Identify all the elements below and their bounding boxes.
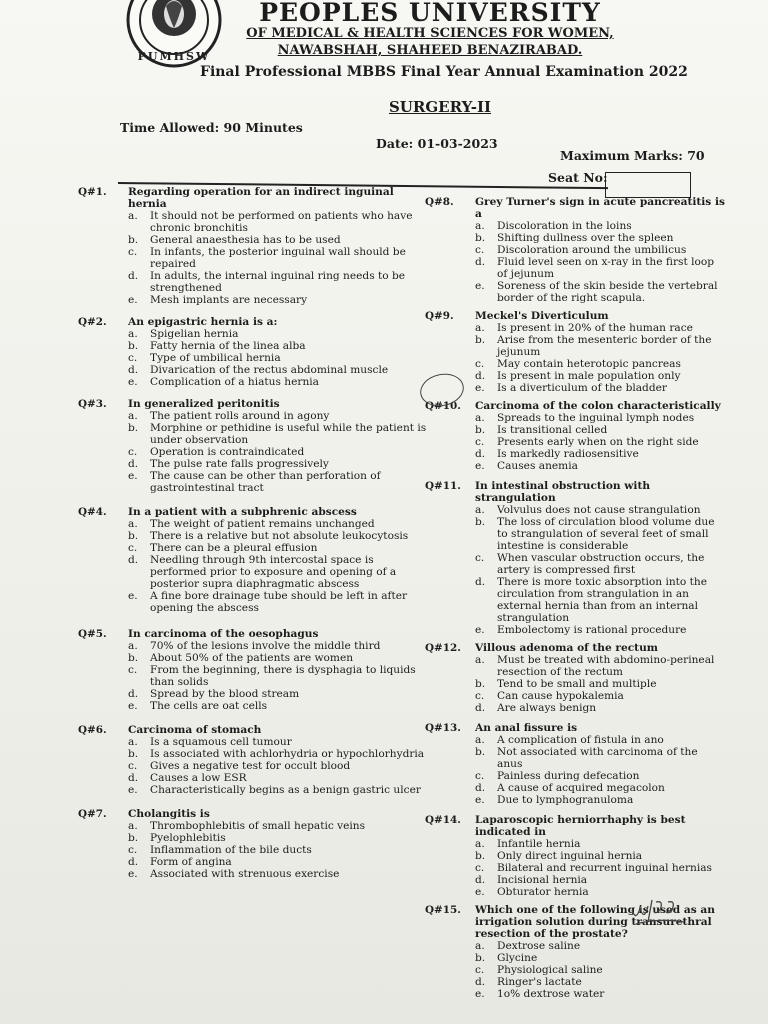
answer-option <box>475 988 725 1000</box>
answer-option <box>475 448 725 460</box>
option-text: Only direct inguinal hernia <box>497 850 643 862</box>
option-letter: d. <box>128 856 139 868</box>
question-number: Q#13. <box>425 722 461 734</box>
option-text: A cause of acquired megacolon <box>497 782 665 794</box>
exam-date: Date: 01-03-2023 <box>376 136 498 151</box>
option-text: Inflammation of the bile ducts <box>150 844 312 856</box>
option-letter: d. <box>475 874 486 886</box>
option-text: Glycine <box>497 952 538 964</box>
answer-option <box>128 652 428 664</box>
option-letter: b. <box>128 530 139 542</box>
answer-option <box>128 294 428 306</box>
answer-option <box>128 364 428 376</box>
option-text: Volvulus does not cause strangulation <box>497 504 701 516</box>
option-letter: b. <box>128 422 139 434</box>
option-letter: b. <box>475 678 486 690</box>
option-text: Causes a low ESR <box>150 772 247 784</box>
question-number: Q#15. <box>425 904 461 916</box>
option-letter: b. <box>128 832 139 844</box>
answer-option <box>475 976 725 988</box>
option-letter: e. <box>475 988 485 1000</box>
answer-option <box>475 382 725 394</box>
answer-option <box>128 832 428 844</box>
answer-option <box>475 516 725 552</box>
maximum-marks: Maximum Marks: 70 <box>560 148 705 163</box>
option-text: Must be treated with abdomino-perineal resection of the rectum <box>497 654 715 678</box>
answer-option <box>475 850 725 862</box>
option-letter: e. <box>128 590 138 602</box>
option-text: There can be a pleural effusion <box>150 542 318 554</box>
option-text: The weight of patient remains unchanged <box>150 518 375 530</box>
option-text: Embolectomy is rational procedure <box>497 624 687 636</box>
answer-option <box>128 340 428 352</box>
option-letter: e. <box>128 784 138 796</box>
answer-option <box>128 844 428 856</box>
question-text: Meckel's Diverticulum <box>475 310 609 322</box>
option-letter: c. <box>475 964 485 976</box>
question-text: Carcinoma of stomach <box>128 724 262 736</box>
university-title: PEOPLES UNIVERSITY <box>259 0 601 27</box>
option-text: Soreness of the skin beside the vertebral border of the right scapula. <box>497 280 718 304</box>
question-block <box>425 722 725 806</box>
exam-title: Final Professional MBBS Final Year Annual Examination 2022 <box>200 64 688 80</box>
paper-title: SURGERY-II <box>388 98 492 116</box>
option-letter: b. <box>128 340 139 352</box>
option-text: Is a squamous cell tumour <box>150 736 292 748</box>
question-number: Q#3. <box>78 398 107 410</box>
question-column-right <box>425 196 725 1000</box>
answer-option <box>475 322 725 334</box>
question-number: Q#11. <box>425 480 461 492</box>
option-text: About 50% of the patients are women <box>150 652 354 664</box>
option-text: Can cause hypokalemia <box>497 690 624 702</box>
option-text: Thrombophlebitis of small hepatic veins <box>150 820 366 832</box>
option-letter: a. <box>128 640 138 652</box>
option-letter: b. <box>475 850 486 862</box>
answer-option <box>475 964 725 976</box>
handwritten-signature <box>628 892 698 932</box>
question-number: Q#10. <box>425 400 461 412</box>
option-letter: d. <box>475 702 486 714</box>
question-block <box>425 310 725 394</box>
option-letter: b. <box>128 652 139 664</box>
option-text: Is present in 20% of the human race <box>497 322 693 334</box>
option-letter: b. <box>475 952 486 964</box>
option-text: Spigelian hernia <box>150 328 239 340</box>
option-letter: b. <box>128 234 139 246</box>
answer-option <box>128 664 428 688</box>
option-text: The patient rolls around in agony <box>150 410 330 422</box>
option-text: Are always benign <box>497 702 597 714</box>
question-number: Q#8. <box>425 196 454 208</box>
answer-option <box>128 422 428 446</box>
answer-option <box>128 270 428 294</box>
option-text: Physiological saline <box>497 964 603 976</box>
question-block <box>78 398 428 494</box>
option-text: In infants, the posterior inguinal wall should be repaired <box>150 246 406 270</box>
option-text: Operation is contraindicated <box>150 446 305 458</box>
answer-option <box>475 436 725 448</box>
option-letter: e. <box>475 382 485 394</box>
answer-option <box>475 952 725 964</box>
question-block <box>78 724 428 796</box>
option-letter: a. <box>475 504 485 516</box>
option-text: Divarication of the rectus abdominal muscle <box>150 364 389 376</box>
question-text: Villous adenoma of the rectum <box>475 642 658 654</box>
question-text: Regarding operation for an indirect inguinal hernia <box>128 186 394 210</box>
option-letter: c. <box>128 844 138 856</box>
question-block <box>78 628 428 712</box>
option-text: Causes anemia <box>497 460 578 472</box>
option-letter: d. <box>128 554 139 566</box>
option-letter: c. <box>475 690 485 702</box>
option-letter: c. <box>475 552 485 564</box>
answer-option <box>128 246 428 270</box>
question-number: Q#5. <box>78 628 107 640</box>
question-number: Q#1. <box>78 186 107 198</box>
answer-option <box>475 874 725 886</box>
option-text: Is transitional celled <box>497 424 608 436</box>
answer-option <box>128 410 428 422</box>
university-subtitle-2: NAWABSHAH, SHAHEED BENAZIRABAD. <box>277 43 583 58</box>
option-letter: d. <box>128 458 139 470</box>
option-text: Dextrose saline <box>497 940 581 952</box>
option-text: From the beginning, there is dysphagia to liquids than solids <box>150 664 416 688</box>
question-text: Laparoscopic herniorrhaphy is best indicated in <box>475 814 686 838</box>
answer-option <box>128 748 428 760</box>
answer-option <box>475 862 725 874</box>
question-text: Cholangitis is <box>128 808 210 820</box>
option-letter: c. <box>475 862 485 874</box>
option-letter: c. <box>475 770 485 782</box>
option-letter: d. <box>128 772 139 784</box>
option-text: Obturator hernia <box>497 886 589 898</box>
question-text: An epigastric hernia is a: <box>128 316 278 328</box>
answer-option <box>475 232 725 244</box>
question-text: In generalized peritonitis <box>128 398 280 410</box>
answer-option <box>475 654 725 678</box>
question-text: In carcinoma of the oesophagus <box>128 628 319 640</box>
option-letter: c. <box>475 244 485 256</box>
answer-option <box>475 734 725 746</box>
answer-option <box>475 552 725 576</box>
answer-option <box>128 210 428 234</box>
answer-option <box>128 760 428 772</box>
option-text: Spreads to the inguinal lymph nodes <box>497 412 695 424</box>
question-block <box>78 186 428 306</box>
option-letter: d. <box>475 256 486 268</box>
option-text: Spread by the blood stream <box>150 688 300 700</box>
answer-option <box>475 220 725 232</box>
answer-option <box>475 746 725 770</box>
option-text: Mesh implants are necessary <box>150 294 308 306</box>
option-letter: a. <box>128 736 138 748</box>
option-text: Characteristically begins as a benign gastric ulcer <box>150 784 421 796</box>
option-text: Discoloration in the loins <box>497 220 632 232</box>
answer-option <box>128 328 428 340</box>
answer-option <box>128 688 428 700</box>
option-letter: e. <box>475 460 485 472</box>
question-number: Q#14. <box>425 814 461 826</box>
option-text: Arise from the mesenteric border of the jejunum <box>497 334 712 358</box>
option-text: Tend to be small and multiple <box>497 678 657 690</box>
question-block <box>425 196 725 304</box>
option-letter: c. <box>128 446 138 458</box>
answer-option <box>128 736 428 748</box>
answer-option <box>128 856 428 868</box>
option-letter: c. <box>475 436 485 448</box>
question-block <box>78 316 428 388</box>
question-text: In intestinal obstruction with strangulation <box>475 480 651 504</box>
option-text: The cause can be other than perforation of gastrointestinal tract <box>150 470 381 494</box>
answer-option <box>128 530 428 542</box>
option-letter: c. <box>128 664 138 676</box>
option-text: It should not be performed on patients who have chronic bronchitis <box>150 210 413 234</box>
option-letter: b. <box>128 748 139 760</box>
option-letter: a. <box>128 820 138 832</box>
option-text: Ringer's lactate <box>497 976 582 988</box>
answer-option <box>475 678 725 690</box>
question-text: An anal fissure is <box>475 722 578 734</box>
option-letter: a. <box>475 322 485 334</box>
option-letter: e. <box>475 886 485 898</box>
option-text: There is more toxic absorption into the circulation from strangulation in an external hernia than from an internal strangulation <box>497 576 708 624</box>
answer-option <box>475 412 725 424</box>
option-text: When vascular obstruction occurs, the artery is compressed first <box>497 552 705 576</box>
option-letter: e. <box>128 376 138 388</box>
question-number: Q#7. <box>78 808 107 820</box>
question-number: Q#6. <box>78 724 107 736</box>
option-text: Morphine or pethidine is useful while the patient is under observation <box>150 422 427 446</box>
option-letter: e. <box>128 294 138 306</box>
question-number: Q#12. <box>425 642 461 654</box>
question-block <box>78 506 428 614</box>
answer-option <box>128 820 428 832</box>
option-text: Is markedly radiosensitive <box>497 448 639 460</box>
seat-number-box[interactable] <box>605 172 691 198</box>
answer-option <box>475 838 725 850</box>
option-letter: c. <box>128 760 138 772</box>
svg-text:PUMHSW: PUMHSW <box>137 50 211 63</box>
question-number: Q#2. <box>78 316 107 328</box>
option-text: Fatty hernia of the linea alba <box>150 340 306 352</box>
answer-option <box>128 446 428 458</box>
option-letter: d. <box>128 688 139 700</box>
answer-option <box>475 334 725 358</box>
answer-option <box>128 518 428 530</box>
option-text: Discoloration around the umbilicus <box>497 244 687 256</box>
option-letter: d. <box>475 448 486 460</box>
option-letter: a. <box>128 210 138 222</box>
option-letter: a. <box>475 838 485 850</box>
option-letter: c. <box>128 542 138 554</box>
answer-option <box>475 358 725 370</box>
option-text: Incisional hernia <box>497 874 588 886</box>
answer-option <box>475 504 725 516</box>
option-text: May contain heterotopic pancreas <box>497 358 681 370</box>
answer-option <box>128 590 428 614</box>
option-letter: a. <box>128 410 138 422</box>
option-letter: a. <box>475 734 485 746</box>
option-text: Gives a negative test for occult blood <box>150 760 351 772</box>
question-block <box>425 400 725 472</box>
option-letter: e. <box>475 794 485 806</box>
option-text: Is present in male population only <box>497 370 681 382</box>
option-letter: a. <box>128 518 138 530</box>
option-letter: a. <box>475 940 485 952</box>
option-text: Complication of a hiatus hernia <box>150 376 319 388</box>
option-letter: c. <box>475 358 485 370</box>
answer-option <box>475 624 725 636</box>
option-text: 1o% dextrose water <box>497 988 605 1000</box>
question-block <box>425 480 725 636</box>
question-number: Q#9. <box>425 310 454 322</box>
answer-option <box>475 280 725 304</box>
answer-option <box>475 782 725 794</box>
answer-option <box>128 784 428 796</box>
option-text: Shifting dullness over the spleen <box>497 232 674 244</box>
answer-option <box>475 424 725 436</box>
answer-option <box>128 234 428 246</box>
option-text: Infantile hernia <box>497 838 581 850</box>
answer-option <box>128 772 428 784</box>
option-text: The cells are oat cells <box>150 700 268 712</box>
option-text: Is associated with achlorhydria or hypochlorhydria <box>150 748 425 760</box>
answer-option <box>128 542 428 554</box>
answer-option <box>128 376 428 388</box>
option-text: Painless during defecation <box>497 770 640 782</box>
option-text: The pulse rate falls progressively <box>150 458 329 470</box>
option-text: A fine bore drainage tube should be left in after opening the abscess <box>150 590 408 614</box>
option-text: General anaesthesia has to be used <box>150 234 341 246</box>
option-text: Presents early when on the right side <box>497 436 699 448</box>
question-block <box>425 814 725 898</box>
question-text: Grey Turner's sign in acute pancreatitis is a <box>475 196 725 220</box>
option-text: Is a diverticulum of the bladder <box>497 382 667 394</box>
option-letter: c. <box>128 352 138 364</box>
answer-option <box>128 868 428 880</box>
question-text: Which one of the following is used as an irrigation solution during transurethral resection of the prostate? <box>475 904 715 940</box>
option-letter: e. <box>128 868 138 880</box>
option-text: 70% of the lesions involve the middle third <box>150 640 381 652</box>
answer-option <box>475 244 725 256</box>
option-letter: b. <box>475 334 486 346</box>
answer-option <box>128 554 428 590</box>
question-number: Q#4. <box>78 506 107 518</box>
answer-option <box>475 940 725 952</box>
answer-option <box>475 770 725 782</box>
option-letter: c. <box>128 246 138 258</box>
option-text: Due to lymphogranuloma <box>497 794 634 806</box>
option-letter: e. <box>475 624 485 636</box>
option-text: A complication of fistula in ano <box>497 734 664 746</box>
answer-option <box>475 370 725 382</box>
option-letter: e. <box>128 470 138 482</box>
option-letter: e. <box>128 700 138 712</box>
answer-option <box>475 256 725 280</box>
option-letter: b. <box>475 516 486 528</box>
option-letter: b. <box>475 424 486 436</box>
option-text: In adults, the internal inguinal ring needs to be strengthened <box>150 270 406 294</box>
option-text: Bilateral and recurrent inguinal hernias <box>497 862 712 874</box>
answer-option <box>475 576 725 624</box>
option-letter: d. <box>475 576 486 588</box>
answer-option <box>128 700 428 712</box>
option-text: Needling through 9th intercostal space is performed prior to exposure and opening of a posterior supra diaphragmatic abscess <box>150 554 397 590</box>
answer-option <box>128 470 428 494</box>
option-letter: d. <box>475 782 486 794</box>
option-letter: a. <box>475 220 485 232</box>
option-letter: a. <box>475 654 485 666</box>
option-text: Pyelophlebitis <box>150 832 226 844</box>
seat-number-label: Seat No: <box>548 170 608 185</box>
answer-option <box>475 794 725 806</box>
question-text: Carcinoma of the colon characteristically <box>475 400 721 412</box>
time-allowed: Time Allowed: 90 Minutes <box>120 120 303 135</box>
option-letter: e. <box>475 280 485 292</box>
answer-option <box>475 690 725 702</box>
answer-option <box>128 640 428 652</box>
option-letter: d. <box>128 364 139 376</box>
answer-option <box>128 458 428 470</box>
option-letter: b. <box>475 746 486 758</box>
question-text: In a patient with a subphrenic abscess <box>128 506 357 518</box>
question-block <box>78 808 428 880</box>
option-text: There is a relative but not absolute leukocytosis <box>150 530 409 542</box>
option-letter: b. <box>475 232 486 244</box>
option-text: Form of angina <box>150 856 232 868</box>
option-letter: d. <box>475 370 486 382</box>
answer-option <box>475 460 725 472</box>
question-block <box>425 642 725 714</box>
option-text: Associated with strenuous exercise <box>150 868 340 880</box>
option-letter: d. <box>475 976 486 988</box>
option-text: The loss of circulation blood volume due to strangulation of several feet of small intestine is considerable <box>497 516 715 552</box>
question-column-left <box>78 186 428 880</box>
option-letter: d. <box>128 270 139 282</box>
university-subtitle-1: OF MEDICAL & HEALTH SCIENCES FOR WOMEN, <box>246 26 614 41</box>
option-letter: a. <box>475 412 485 424</box>
option-text: Type of umbilical hernia <box>150 352 281 364</box>
option-text: Not associated with carcinoma of the anus <box>497 746 698 770</box>
answer-option <box>128 352 428 364</box>
option-letter: a. <box>128 328 138 340</box>
option-text: Fluid level seen on x-ray in the first loop of jejunum <box>497 256 715 280</box>
answer-option <box>475 702 725 714</box>
